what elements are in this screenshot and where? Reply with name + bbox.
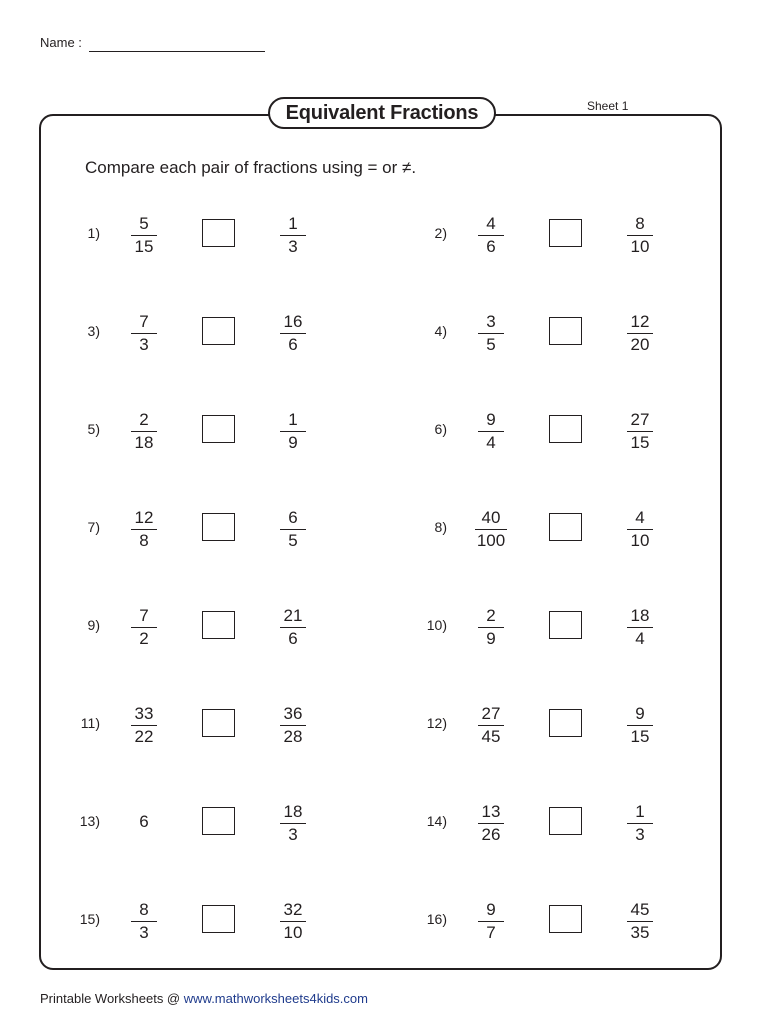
denominator: 7 (486, 923, 496, 942)
fraction-left (124, 704, 164, 746)
denominator: 45 (481, 727, 501, 746)
problem-number: 14) (426, 813, 447, 829)
problem-11 (66, 704, 326, 744)
fraction-bar (131, 529, 157, 530)
fraction-bar (280, 431, 306, 432)
denominator: 10 (283, 923, 303, 942)
numerator: 2 (139, 410, 149, 429)
problem-number: 13) (79, 813, 100, 829)
problem-number: 11) (80, 715, 100, 731)
numerator: 16 (283, 312, 303, 331)
fraction-left (124, 900, 164, 942)
answer-box[interactable] (202, 709, 235, 737)
numerator: 1 (635, 802, 645, 821)
denominator: 3 (635, 825, 645, 844)
fraction-left (124, 410, 164, 452)
fraction-left (124, 508, 164, 550)
numerator: 8 (635, 214, 645, 233)
fraction-left (471, 410, 511, 452)
numerator: 33 (134, 704, 154, 723)
denominator: 35 (630, 923, 650, 942)
numerator: 32 (283, 900, 303, 919)
fraction-left (471, 802, 511, 844)
numerator: 27 (630, 410, 650, 429)
fraction-bar (478, 725, 504, 726)
problem-number: 9) (87, 617, 100, 633)
numerator: 21 (283, 606, 303, 625)
fraction-left (471, 312, 511, 354)
fraction-bar (627, 431, 653, 432)
denominator: 28 (283, 727, 303, 746)
answer-box[interactable] (202, 611, 235, 639)
fraction-left (471, 606, 511, 648)
fraction-bar (131, 725, 157, 726)
numerator: 12 (630, 312, 650, 331)
problem-1 (66, 214, 326, 254)
fraction-right (273, 802, 313, 844)
denominator: 4 (486, 433, 496, 452)
problem-number: 4) (434, 323, 447, 339)
denominator: 15 (134, 237, 154, 256)
numerator: 27 (481, 704, 501, 723)
answer-box[interactable] (202, 807, 235, 835)
footer (40, 991, 368, 1006)
problem-5 (66, 410, 326, 450)
name-label: Name : (40, 35, 82, 50)
problem-number: 16) (426, 911, 447, 927)
numerator: 7 (139, 606, 149, 625)
denominator: 3 (288, 825, 298, 844)
fraction-right (273, 704, 313, 746)
problem-number: 5) (87, 421, 100, 437)
problem-number: 6) (434, 421, 447, 437)
fraction-right (620, 214, 660, 256)
numerator: 36 (283, 704, 303, 723)
denominator: 5 (486, 335, 496, 354)
name-line[interactable] (89, 51, 265, 52)
answer-box[interactable] (549, 709, 582, 737)
answer-box[interactable] (202, 219, 235, 247)
fraction-right (273, 312, 313, 354)
problem-number: 12) (426, 715, 447, 731)
problem-9 (66, 606, 326, 646)
answer-box[interactable] (202, 415, 235, 443)
denominator: 6 (288, 629, 298, 648)
fraction-right (273, 900, 313, 942)
fraction-right (273, 214, 313, 256)
problem-8 (413, 508, 673, 548)
problem-15 (66, 900, 326, 940)
answer-box[interactable] (202, 317, 235, 345)
denominator: 2 (139, 629, 149, 648)
fraction-left (124, 312, 164, 354)
answer-box[interactable] (202, 513, 235, 541)
fraction-right (620, 704, 660, 746)
numerator: 18 (630, 606, 650, 625)
fraction-bar (280, 235, 306, 236)
problem-14 (413, 802, 673, 842)
worksheet-title: Equivalent Fractions (268, 97, 496, 129)
numerator: 1 (288, 410, 298, 429)
answer-box[interactable] (549, 219, 582, 247)
fraction-bar (131, 627, 157, 628)
denominator: 6 (486, 237, 496, 256)
denominator: 26 (481, 825, 501, 844)
whole-number-left: 6 (139, 812, 149, 831)
answer-box[interactable] (202, 905, 235, 933)
numerator: 9 (486, 410, 496, 429)
problem-number: 15) (79, 911, 100, 927)
numerator: 8 (139, 900, 149, 919)
fraction-bar (627, 529, 653, 530)
fraction-right (273, 606, 313, 648)
fraction-bar (280, 725, 306, 726)
fraction-bar (478, 235, 504, 236)
numerator: 45 (630, 900, 650, 919)
numerator: 3 (486, 312, 496, 331)
footer-link[interactable]: www.mathworksheets4kids.com (183, 991, 368, 1006)
fraction-right (620, 606, 660, 648)
problem-2 (413, 214, 673, 254)
denominator: 18 (134, 433, 154, 452)
fraction-bar (131, 333, 157, 334)
denominator: 3 (139, 923, 149, 942)
denominator: 15 (630, 433, 650, 452)
problem-number: 3) (87, 323, 100, 339)
fraction-bar (280, 529, 306, 530)
problem-12 (413, 704, 673, 744)
denominator: 6 (288, 335, 298, 354)
fraction-bar (280, 921, 306, 922)
fraction-left (124, 606, 164, 648)
fraction-left (471, 704, 511, 746)
denominator: 9 (486, 629, 496, 648)
problem-number: 8) (434, 519, 447, 535)
denominator: 100 (476, 531, 506, 550)
denominator: 10 (630, 531, 650, 550)
numerator: 4 (486, 214, 496, 233)
denominator: 9 (288, 433, 298, 452)
fraction-bar (627, 725, 653, 726)
fraction-bar (478, 627, 504, 628)
numerator: 5 (139, 214, 149, 233)
denominator: 10 (630, 237, 650, 256)
denominator: 8 (139, 531, 149, 550)
answer-box[interactable] (549, 905, 582, 933)
problem-3 (66, 312, 326, 352)
fraction-left (471, 214, 511, 256)
numerator: 6 (288, 508, 298, 527)
fraction-bar (475, 529, 507, 530)
fraction-right (620, 410, 660, 452)
numerator: 4 (635, 508, 645, 527)
fraction-bar (627, 921, 653, 922)
numerator: 9 (486, 900, 496, 919)
problem-number: 2) (434, 225, 447, 241)
fraction-bar (280, 823, 306, 824)
denominator: 20 (630, 335, 650, 354)
answer-box[interactable] (549, 807, 582, 835)
sheet-label: Sheet 1 (587, 99, 629, 113)
fraction-bar (131, 235, 157, 236)
answer-box[interactable] (549, 611, 582, 639)
problem-7 (66, 508, 326, 548)
fraction-right (620, 508, 660, 550)
fraction-bar (478, 333, 504, 334)
fraction-bar (627, 333, 653, 334)
answer-box[interactable] (549, 317, 582, 345)
numerator: 18 (283, 802, 303, 821)
fraction-bar (478, 431, 504, 432)
problem-number: 7) (87, 519, 100, 535)
answer-box[interactable] (549, 415, 582, 443)
fraction-right (273, 508, 313, 550)
fraction-bar (627, 627, 653, 628)
fraction-bar (131, 921, 157, 922)
fraction-bar (478, 921, 504, 922)
numerator: 12 (134, 508, 154, 527)
problem-number: 1) (87, 225, 100, 241)
fraction-right (620, 312, 660, 354)
fraction-bar (280, 627, 306, 628)
numerator: 40 (481, 508, 501, 527)
numerator: 7 (139, 312, 149, 331)
numerator: 13 (481, 802, 501, 821)
fraction-left (471, 508, 511, 550)
numerator: 9 (635, 704, 645, 723)
denominator: 3 (139, 335, 149, 354)
denominator: 22 (134, 727, 154, 746)
answer-box[interactable] (549, 513, 582, 541)
fraction-bar (280, 333, 306, 334)
fraction-right (620, 802, 660, 844)
denominator: 4 (635, 629, 645, 648)
denominator: 15 (630, 727, 650, 746)
numerator: 2 (486, 606, 496, 625)
problem-16 (413, 900, 673, 940)
numerator: 1 (288, 214, 298, 233)
problem-13 (66, 802, 326, 842)
denominator: 5 (288, 531, 298, 550)
instructions: Compare each pair of fractions using = or ≠. (85, 158, 417, 177)
fraction-right (620, 900, 660, 942)
problem-4 (413, 312, 673, 352)
fraction-bar (627, 235, 653, 236)
fraction-bar (131, 431, 157, 432)
fraction-bar (627, 823, 653, 824)
fraction-bar (478, 823, 504, 824)
problem-10 (413, 606, 673, 646)
denominator: 3 (288, 237, 298, 256)
problem-6 (413, 410, 673, 450)
fraction-left (124, 214, 164, 256)
footer-prefix: Printable Worksheets @ (40, 991, 184, 1006)
fraction-left (471, 900, 511, 942)
problem-number: 10) (426, 617, 447, 633)
fraction-right (273, 410, 313, 452)
